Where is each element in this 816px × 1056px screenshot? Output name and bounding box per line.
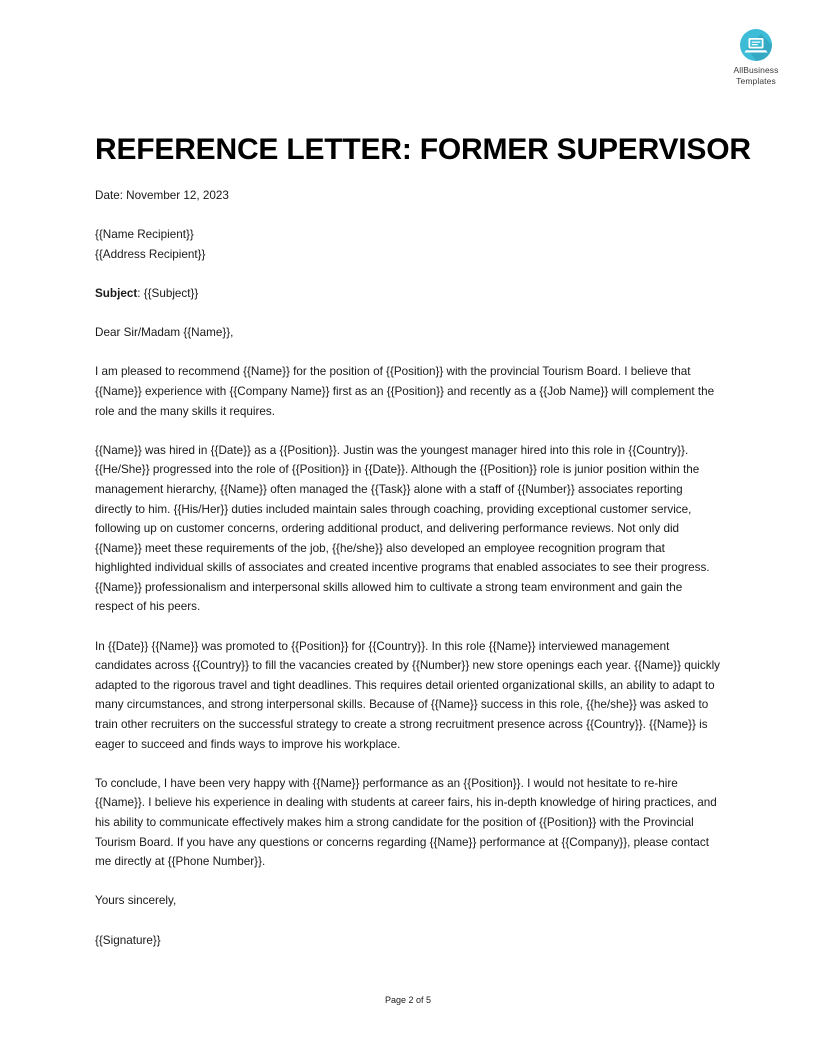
recipient-name: {{Name Recipient}} bbox=[95, 228, 194, 242]
spacer bbox=[95, 617, 721, 637]
letter-body bbox=[95, 186, 721, 950]
laptop-icon bbox=[739, 28, 773, 62]
paragraph-3: In {{Date}} {{Name}} was promoted to {{Position}} for {{Country}}. In this role {{Name}} interviewed management candidates across {{Country}} to fill the vacancies created by {{Number}} new store openings each year. {{Name}} quickly adapted to the rigorous travel and tight deadlines. This requires detail oriented organizational skills, an ability to adapt to many circumstances, and strong interpersonal skills. Because of {{Name}} success in this role, {{he/she}} was asked to train other recruiters on the successful strategy to create a strong recruitment presence across {{Country}}. {{Name}} is eager to succeed and finds ways to improve his workplace. bbox=[95, 639, 721, 751]
paragraph-1: I am pleased to recommend {{Name}} for the position of {{Position}} with the provincial Tourism Board. I believe that {{Name}} experience with {{Company Name}} first as an {{Position}} and recently as a {{Job Name}} will complement the role and the many skills it requires. bbox=[95, 365, 715, 418]
signature-placeholder: {{Signature}} bbox=[95, 933, 161, 947]
brand-caption-line2: Templates bbox=[736, 75, 776, 86]
date-line: Date: November 12, 2023 bbox=[95, 189, 229, 202]
brand-caption bbox=[712, 65, 800, 86]
paragraph-4: To conclude, I have been very happy with {{Name}} performance as an {{Position}}. I would not hesitate to re-hire {{Name}}. I believe his experience in dealing with students at career fairs, his in-depth knowledge of hiring practices, and his ability to communicate effectively makes him a strong candidate for the position of {{Position}} with the Provincial Tourism Board. If you have any questions or concerns regarding {{Name}} performance at {{Company}}, please contact me directly at {{Phone Number}}. bbox=[95, 776, 717, 869]
spacer bbox=[95, 754, 721, 774]
subject-label: Subject bbox=[95, 286, 138, 300]
closing-line: Yours sincerely, bbox=[95, 894, 177, 908]
spacer bbox=[95, 206, 721, 226]
page-title: REFERENCE LETTER: FORMER SUPERVISOR bbox=[95, 133, 751, 167]
salutation: Dear Sir/Madam {{Name}}, bbox=[95, 326, 234, 340]
spacer bbox=[95, 911, 721, 931]
subject-value: {{Subject}} bbox=[143, 286, 199, 300]
spacer bbox=[95, 421, 721, 441]
paragraph-2: {{Name}} was hired in {{Date}} as a {{Position}}. Justin was the youngest manager hired into this role in {{Country}}. {{He/She}} progressed into the role of {{Position}} in {{Date}}. Although the {{Position}} role is junior position within the management hierarchy, {{Name}} often managed the {{Task}} alone with a staff of {{Number}} associates reporting directly to him. {{His/Her}} duties included maintain sales through coaching, providing exceptional customer service, following up on customer concerns, ordering additional product, and delivering performance reviews. Not only did {{Name}} meet these requirements of the job, {{he/she}} also developed an employee recognition program that highlighted individual skills of associates and created incentive programs that enabled associates to see their progress. {{Name}} professionalism and interpersonal skills allowed him to cultivate a strong team environment and gain the respect of his peers. bbox=[95, 443, 710, 614]
spacer bbox=[95, 304, 721, 324]
spacer bbox=[95, 264, 721, 284]
brand-caption-line1: AllBusiness bbox=[733, 65, 779, 75]
spacer bbox=[95, 872, 721, 892]
page-footer bbox=[0, 994, 816, 1006]
subject-separator: : bbox=[137, 286, 144, 300]
brand-logo bbox=[712, 28, 800, 86]
recipient-address: {{Address Recipient}} bbox=[95, 247, 206, 261]
subject-line bbox=[95, 284, 721, 304]
spacer bbox=[95, 343, 721, 363]
page-number-label: Page 2 of 5 bbox=[384, 995, 432, 1005]
